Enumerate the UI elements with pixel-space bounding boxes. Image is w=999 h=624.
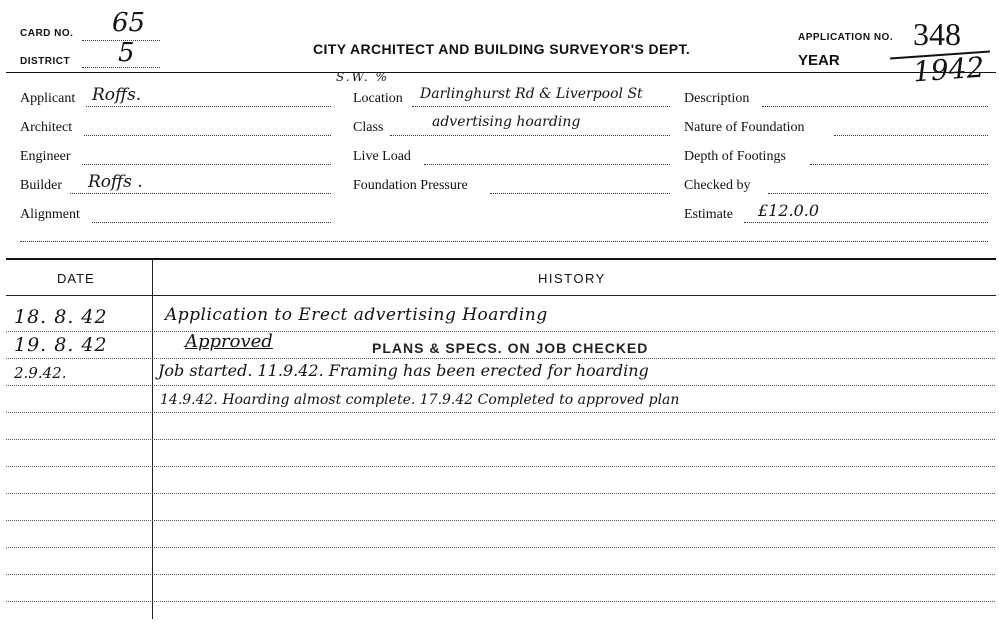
district-value: 5: [118, 38, 135, 68]
ruled-line: [6, 520, 995, 521]
table-header-rule: [6, 295, 996, 296]
application-no-value: 348: [913, 16, 961, 52]
builder-label: Builder: [20, 178, 62, 193]
history-row-entry: Approved: [185, 331, 273, 352]
date-header: DATE: [57, 271, 95, 286]
estimate-value: £12.0.0: [758, 201, 820, 220]
engineer-dots: [82, 164, 331, 165]
description-dots: [762, 106, 988, 107]
year-label: YEAR: [798, 52, 840, 69]
history-row-date: 19. 8. 42: [14, 334, 108, 356]
alignment-dots: [92, 222, 331, 223]
history-row-entry: Application to Erect advertising Hoarding: [165, 305, 548, 325]
district-label: DISTRICT: [20, 56, 71, 67]
location-note: S.W. %: [336, 70, 389, 84]
checked-by-label: Checked by: [684, 178, 751, 193]
engineer-label: Engineer: [20, 149, 71, 164]
class-value: advertising hoarding: [432, 114, 581, 130]
header-rule: [6, 72, 996, 73]
class-dots: [390, 135, 670, 136]
history-row-entry: Job started. 11.9.42. Framing has been erected for hoarding: [158, 361, 649, 380]
foundation-pressure-label: Foundation Pressure: [353, 178, 468, 193]
description-label: Description: [684, 91, 750, 106]
application-no-label: APPLICATION NO.: [798, 32, 894, 43]
history-row-date: 18. 8. 42: [14, 306, 108, 328]
depth-of-footings-label: Depth of Footings: [684, 149, 786, 164]
live-load-dots: [424, 164, 670, 165]
architect-dots: [84, 135, 331, 136]
architect-label: Architect: [20, 120, 73, 135]
builder-dots: [70, 193, 331, 194]
nature-of-foundation-dots: [834, 135, 988, 136]
ruled-line: [6, 493, 995, 494]
ruled-line: [6, 574, 995, 575]
live-load-label: Live Load: [353, 149, 411, 164]
card-no-label: CARD NO.: [20, 28, 74, 39]
location-label: Location: [353, 91, 403, 106]
foundation-pressure-dots: [490, 193, 670, 194]
ruled-line: [6, 358, 995, 359]
location-value: Darlinghurst Rd & Liverpool St: [420, 86, 643, 102]
history-row-date: 2.9.42.: [14, 364, 67, 382]
alignment-label: Alignment: [20, 207, 80, 222]
ruled-line: [6, 466, 995, 467]
class-label: Class: [353, 120, 384, 135]
estimate-label: Estimate: [684, 207, 733, 222]
nature-of-foundation-label: Nature of Foundation: [684, 120, 805, 135]
ruled-line: [6, 412, 995, 413]
history-row-entry: 14.9.42. Hoarding almost complete. 17.9.42 Completed to approved plan: [160, 392, 680, 408]
history-header: HISTORY: [538, 271, 606, 286]
depth-of-footings-dots: [810, 164, 988, 165]
ruled-line: [6, 439, 995, 440]
table-top-rule: [6, 258, 996, 260]
ruled-line: [6, 601, 995, 602]
applicant-dots: [86, 106, 331, 107]
card-no-value: 65: [112, 8, 146, 38]
applicant-value: Roffs.: [92, 85, 142, 105]
ruled-line: [6, 331, 995, 332]
ruled-line: [6, 547, 995, 548]
department-title: CITY ARCHITECT AND BUILDING SURVEYOR'S DEPT.: [313, 41, 691, 57]
estimate-dots: [744, 222, 988, 223]
year-value: 1942: [911, 50, 986, 89]
applicant-label: Applicant: [20, 91, 76, 106]
plans-checked-stamp: PLANS & SPECS. ON JOB CHECKED: [372, 340, 649, 356]
fields-bottom-dots: [20, 241, 988, 242]
ruled-line: [6, 385, 995, 386]
location-dots: [412, 106, 670, 107]
checked-by-dots: [768, 193, 988, 194]
builder-value: Roffs .: [88, 172, 143, 192]
